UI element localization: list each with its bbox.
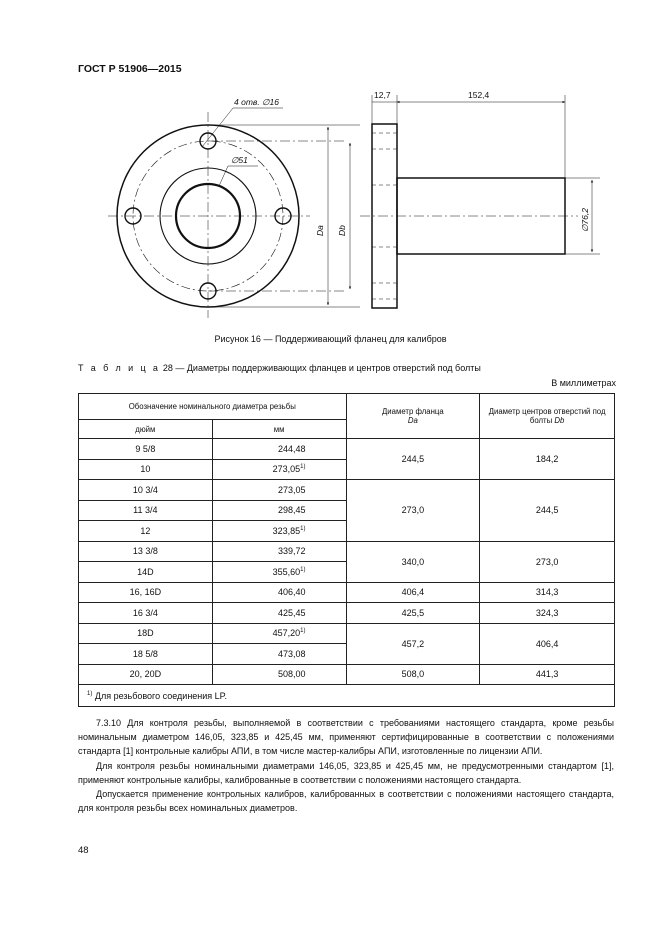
table-footnote-row: [79, 685, 615, 707]
header-inch: дюйм: [79, 420, 213, 439]
cell-da: 508,0: [346, 664, 480, 685]
da-label: Da: [315, 225, 325, 236]
table-row: 14D 355,60$^{1)}$: [79, 562, 615, 583]
table-row: 12 323,85$^{1)}$: [79, 521, 615, 542]
cell-db: 314,3: [480, 582, 615, 603]
table-footnote: $^{1)}$ Для резьбового соединения LP.: [79, 685, 615, 707]
dim-right-label: 152,4: [468, 90, 490, 100]
cell-db: 244,5: [480, 480, 615, 542]
table-title: [78, 363, 481, 373]
cell-db: 441,3: [480, 664, 615, 685]
table-title-prefix: Т а б л и ц а: [78, 363, 161, 373]
paragraph-2: Для контроля резьбы номинальными диаметрами 146,05, 323,85 и 425,45 мм, не предусмотренными стандартом [1], применяют контрольные калибры, калиброванные в соответствии с положениями настоящего стандарта.: [78, 760, 614, 785]
header-bolt-symbol: Db: [554, 416, 565, 425]
header-designation: Обозначение номинального диаметра резьбы: [79, 394, 347, 420]
cell-db: 273,0: [480, 541, 615, 582]
header-mm: мм: [212, 420, 346, 439]
body-text: [78, 716, 614, 815]
table-row: 11 3/4 298,45: [79, 500, 615, 521]
flange-table: [78, 393, 615, 707]
page-number: 48: [78, 845, 89, 856]
document-header: ГОСТ Р 51906—2015: [78, 63, 182, 75]
cell-da: 340,0: [346, 541, 480, 582]
table-row: 18 5/8 473,08: [79, 644, 615, 665]
bore-label: ∅51: [231, 155, 248, 165]
paragraph-1: 7.3.10 Для контроля резьбы, выполняемой в соответствии с требованиями настоящего стандарта, кроме резьбы номинальным диаметром 146,05, 323,85 и 425,45 мм, применяют сертифицированные в соответствии с положениями стандарта [1] контрольные калибры АПИ, в том числе мастер-калибры АПИ, изготовленные по лицензии АПИ.: [78, 718, 614, 757]
cell-da: 406,4: [346, 582, 480, 603]
header-flange-diameter: [346, 394, 480, 439]
dim-left-label: 12,7: [374, 90, 391, 100]
table-row: 10 273,05$^{1)}$: [79, 459, 615, 480]
cell-da: 457,2: [346, 623, 480, 664]
header-bolt-centers: [480, 394, 615, 439]
figure-caption: Рисунок 16 — Поддерживающий фланец для калибров: [214, 334, 447, 344]
table-row: 20, 20D 508,00 508,0 441,3: [79, 664, 615, 685]
cell-db: 406,4: [480, 623, 615, 664]
tube-label: ∅76,2: [580, 208, 590, 232]
cell-da: 244,5: [346, 439, 480, 480]
cell-db: 324,3: [480, 603, 615, 624]
table-units: В миллиметрах: [551, 378, 616, 388]
paragraph-3: Допускается применение контрольных калибров, калиброванных в соответствии с положениями настоящего стандарта, для контроля резьбы всех номинальных диаметров.: [78, 789, 614, 814]
table-row: 9 5/8 244,48 244,5 184,2: [79, 439, 615, 460]
header-flange-symbol: Da: [407, 416, 418, 425]
cell-db: 184,2: [480, 439, 615, 480]
db-label: Db: [337, 225, 347, 236]
table-row: 16 3/4 425,45 425,5 324,3: [79, 603, 615, 624]
table-row: 10 3/4 273,05 273,0 244,5: [79, 480, 615, 501]
cell-da: 273,0: [346, 480, 480, 542]
table-row: 13 3/8 339,72 340,0 273,0: [79, 541, 615, 562]
holes-label: 4 отв. ∅16: [234, 97, 279, 107]
cell-da: 425,5: [346, 603, 480, 624]
header-flange-text: Диаметр фланца: [382, 407, 444, 416]
table-row: 18D 457,20$^{1)}$ 457,2 406,4: [79, 623, 615, 644]
table-title-text: 28 — Диаметры поддерживающих фланцев и центров отверстий под болты: [162, 363, 481, 373]
table-row: 16, 16D 406,40 406,4 314,3: [79, 582, 615, 603]
header-bolt-text: Диаметр центров отверстий под болты: [488, 407, 606, 425]
flange-drawing: [0, 80, 661, 330]
